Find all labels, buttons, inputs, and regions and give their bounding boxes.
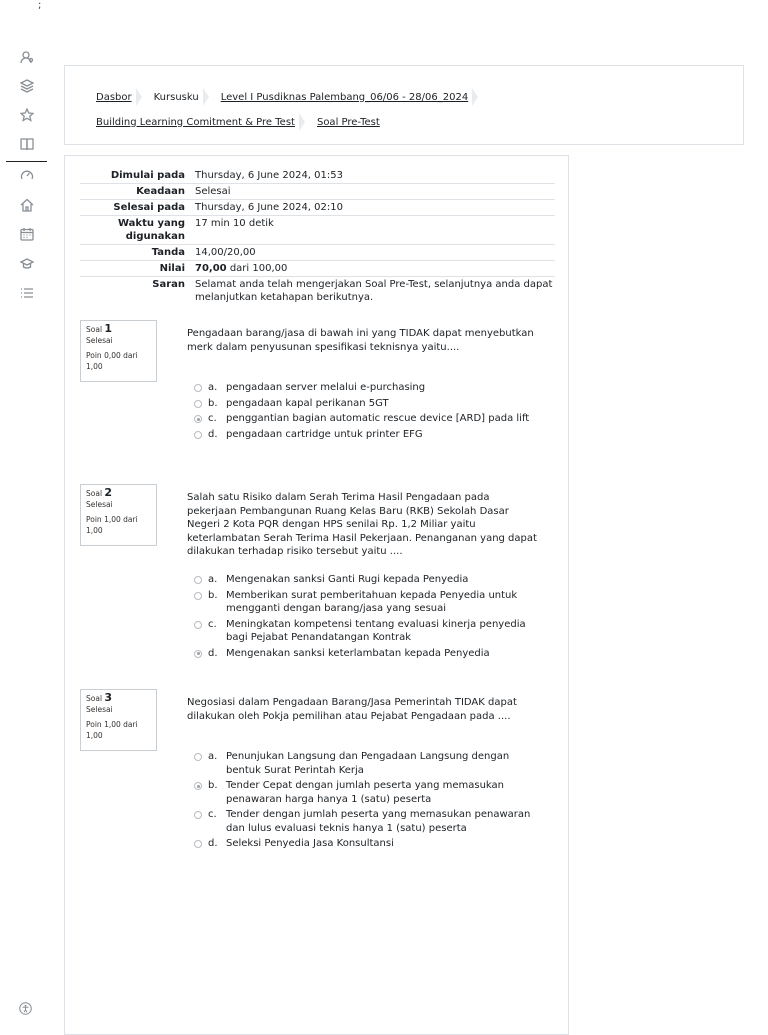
- answer-text: Tender dengan jumlah peserta yang memasukan penawaran dan lulus evaluasi teknis hanya 1 (satu) peserta: [226, 809, 531, 834]
- radio-button[interactable]: [194, 621, 202, 629]
- answer-text: Seleksi Penyedia Jasa Konsultansi: [226, 838, 394, 849]
- breadcrumb-course[interactable]: Level I Pusdiknas Palembang_06/06 - 28/06_2024: [220, 91, 469, 103]
- summary-row: [80, 184, 555, 200]
- chevron-right-icon: [136, 88, 142, 106]
- question-number: 2: [104, 486, 113, 499]
- question-state: Selesai: [86, 336, 113, 345]
- quiz-review-region: [64, 155, 569, 1035]
- summary-label: Keadaan: [136, 186, 185, 197]
- answer-text: pengadaan server melalui e-purchasing: [226, 382, 426, 393]
- answer-option[interactable]: [194, 779, 544, 806]
- grade-value: 70,00: [195, 263, 227, 274]
- breadcrumb-dasbor[interactable]: Dasbor: [96, 91, 132, 103]
- summary-value: Selesai: [195, 186, 231, 197]
- book-open-icon[interactable]: [20, 137, 34, 151]
- summary-row: [80, 168, 555, 184]
- answer-option[interactable]: [194, 808, 544, 835]
- accessibility-icon[interactable]: [19, 1000, 32, 1013]
- radio-button[interactable]: [194, 840, 202, 848]
- radio-button-selected[interactable]: [194, 415, 202, 423]
- star-icon[interactable]: [20, 108, 34, 122]
- radio-button-selected[interactable]: [194, 650, 202, 658]
- answer-options: [194, 750, 544, 853]
- answer-text: Penunjukan Langsung dan Pengadaan Langsung dengan bentuk Surat Perintah Kerja: [226, 751, 510, 776]
- radio-button[interactable]: [194, 576, 202, 584]
- answer-letter: c.: [208, 413, 217, 424]
- summary-row: [80, 216, 555, 245]
- answer-options: [194, 573, 544, 662]
- home-icon[interactable]: [20, 198, 34, 212]
- summary-row: [80, 200, 555, 216]
- summary-row: [80, 245, 555, 261]
- answer-letter: b.: [208, 397, 218, 409]
- question-state: Selesai: [86, 705, 113, 714]
- answer-letter: a.: [208, 382, 218, 393]
- radio-button[interactable]: [194, 592, 202, 600]
- summary-label: Dimulai pada: [110, 170, 185, 181]
- answer-letter: c.: [208, 809, 217, 820]
- radio-button[interactable]: [194, 400, 202, 408]
- summary-value: 17 min 10 detik: [195, 218, 274, 229]
- stray-semicolon: ;: [38, 0, 42, 11]
- breadcrumb-row-2: [96, 113, 380, 131]
- radio-button[interactable]: [194, 431, 202, 439]
- question-info-box: [80, 689, 157, 751]
- rail-active-indicator: [6, 161, 47, 162]
- answer-letter: d.: [208, 838, 218, 849]
- radio-button[interactable]: [194, 753, 202, 761]
- answer-letter: a.: [208, 574, 218, 585]
- question-info-box: [80, 484, 157, 546]
- answer-option[interactable]: [194, 837, 544, 851]
- radio-button[interactable]: [194, 811, 202, 819]
- answer-letter: a.: [208, 751, 218, 762]
- user-search-icon[interactable]: [20, 50, 34, 64]
- layers-icon[interactable]: [20, 79, 34, 93]
- radio-button[interactable]: [194, 384, 202, 392]
- summary-label: Nilai: [159, 263, 185, 274]
- answer-options: [194, 381, 544, 443]
- chevron-right-icon: [203, 88, 209, 106]
- soal-label: Soal: [86, 489, 103, 498]
- answer-option[interactable]: [194, 428, 544, 442]
- radio-button-selected[interactable]: [194, 782, 202, 790]
- list-icon[interactable]: [20, 286, 34, 300]
- answer-text: Meningkatan kompetensi tentang evaluasi kinerja penyedia bagi Pejabat Penandatangan Kontrak: [226, 618, 526, 643]
- answer-text: pengadaan kapal perikanan 5GT: [226, 397, 389, 409]
- question-info-box: [80, 320, 157, 382]
- chevron-right-icon: [299, 113, 305, 131]
- summary-value: [190, 261, 555, 277]
- question-text: Negosiasi dalam Pengadaan Barang/Jasa Pemerintah TIDAK dapat dilakukan oleh Pokja pemilihan atau Pejabat Pengadaan pada ....: [187, 697, 517, 722]
- question-text: Pengadaan barang/jasa di bawah ini yang TIDAK dapat menyebutkan merk dalam penyusunan spesifikasi teknisnya yaitu....: [187, 328, 534, 353]
- answer-option[interactable]: [194, 589, 544, 616]
- summary-value: 14,00/20,00: [195, 247, 256, 258]
- question-points: Poin 1,00 dari 1,00: [86, 720, 138, 740]
- soal-label: Soal: [86, 325, 103, 334]
- dashboard-gauge-icon[interactable]: [20, 168, 34, 182]
- breadcrumb: [64, 65, 744, 145]
- breadcrumb-section[interactable]: Building Learning Comitment & Pre Test: [96, 116, 295, 128]
- answer-text: penggantian bagian automatic rescue device [ARD] pada lift: [226, 413, 530, 424]
- answer-option[interactable]: [194, 381, 544, 395]
- summary-value: Thursday, 6 June 2024, 01:53: [195, 170, 343, 181]
- chevron-right-icon: [472, 88, 478, 106]
- question-points: Poin 0,00 dari 1,00: [86, 351, 138, 371]
- summary-row: [80, 277, 555, 306]
- graduation-cap-icon[interactable]: [20, 257, 34, 271]
- question-state: Selesai: [86, 500, 113, 509]
- answer-letter: b.: [208, 780, 218, 791]
- grade-max: dari 100,00: [226, 263, 288, 274]
- question-number: 3: [104, 691, 113, 704]
- summary-label: Saran: [152, 279, 185, 290]
- left-nav-rail: [0, 0, 48, 1024]
- summary-label: Tanda: [151, 247, 185, 258]
- question-points: Poin 1,00 dari 1,00: [86, 515, 138, 535]
- answer-option[interactable]: [194, 618, 544, 645]
- answer-text: Memberikan surat pemberitahuan kepada Penyedia untuk mengganti dengan barang/jasa yang sesuai: [226, 589, 518, 614]
- question-number: 1: [104, 322, 113, 335]
- summary-label: Selesai pada: [113, 202, 185, 213]
- summary-value: Thursday, 6 June 2024, 02:10: [195, 202, 343, 213]
- answer-text: pengadaan cartridge untuk printer EFG: [226, 428, 423, 440]
- breadcrumb-kursusku: Kursusku: [153, 91, 199, 103]
- answer-text: Mengenakan sanksi keterlambatan kepada Penyedia: [226, 647, 490, 659]
- summary-row: [80, 261, 555, 277]
- answer-option[interactable]: [194, 647, 544, 661]
- summary-label: Waktu yang digunakan: [118, 218, 185, 242]
- answer-letter: d.: [208, 428, 218, 440]
- attempt-summary-table: [80, 168, 555, 305]
- answer-text: Tender Cepat dengan jumlah peserta yang memasukan penawaran harga hanya 1 (satu) peserta: [226, 780, 505, 805]
- breadcrumb-row-1: [96, 88, 490, 106]
- calendar-icon[interactable]: [20, 227, 34, 241]
- summary-value: Selamat anda telah mengerjakan Soal Pre-Test, selanjutnya anda dapat melanjutkan ketahapan berikutnya.: [195, 279, 553, 303]
- answer-letter: d.: [208, 647, 218, 659]
- answer-option[interactable]: [194, 412, 544, 426]
- soal-label: Soal: [86, 694, 103, 703]
- answer-option[interactable]: [194, 573, 544, 587]
- breadcrumb-quiz[interactable]: Soal Pre-Test: [316, 116, 380, 128]
- answer-letter: c.: [208, 618, 217, 630]
- answer-option[interactable]: [194, 397, 544, 411]
- answer-option[interactable]: [194, 750, 544, 777]
- answer-letter: b.: [208, 589, 218, 601]
- answer-text: Mengenakan sanksi Ganti Rugi kepada Penyedia: [226, 574, 469, 585]
- question-text: Salah satu Risiko dalam Serah Terima Hasil Pengadaan pada pekerjaan Pembangunan Ruang Kelas Baru (RKB) Sekolah Dasar Negeri 2 Kota PQR dengan HPS senilai Rp. 1,2 Miliar yaitu keterlambatan Serah Terima Hasil Pekerjaan. Penanganan yang dapat dilakukan terhadap risiko tersebut yaitu ....: [187, 492, 537, 557]
